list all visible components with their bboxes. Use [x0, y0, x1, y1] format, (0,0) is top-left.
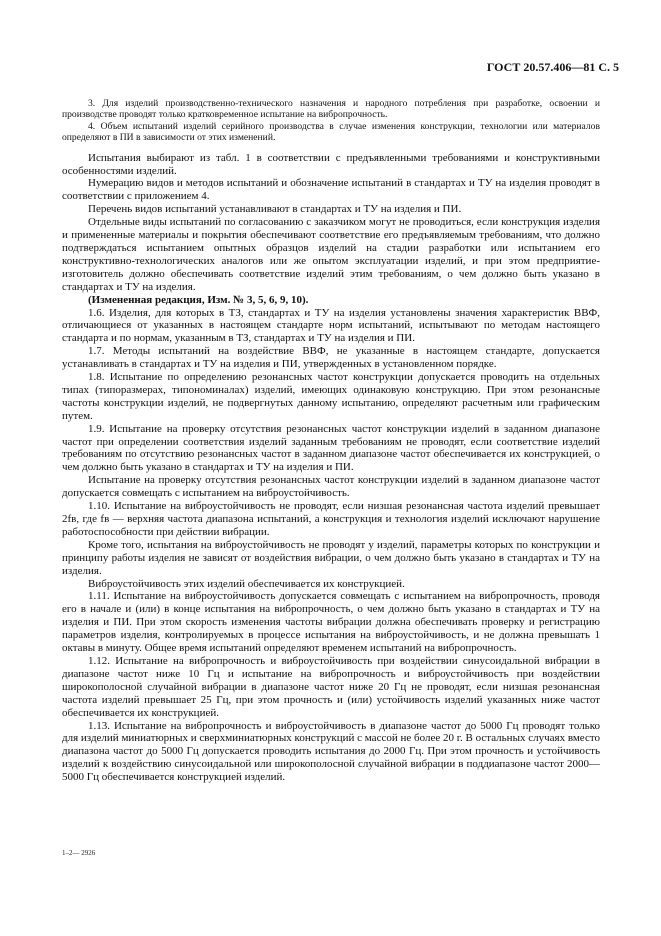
- clause-1-12: 1.12. Испытание на вибропрочность и виброустойчивость при воздействии синусоидальной вибрации в диапазоне частот ниже 10 Гц и испытание на вибропрочность и виброустойчивость при воздействии широкополосной случайной вибрации в диапазоне частот ниже 20 Гц не проводят, если низшая резонансная частота изделий превышает 25 Гц, при этом прочность и (или) устойчивость изделий указанных ниже частот обеспечивается их конструкцией.: [62, 654, 600, 719]
- body-paragraph: Испытания выбирают из табл. 1 в соответствии с предъявленными требованиями и конструктивными особенностями изделий.: [62, 151, 600, 177]
- body-paragraph: Кроме того, испытания на виброустойчивость не проводят у изделий, параметры которых по конструкции и принципу работы изделия не зависят от воздействия вибрации, о чем должно быть указано в стандартах и ТУ на изделия.: [62, 538, 600, 577]
- clause-1-9: 1.9. Испытание на проверку отсутствия резонансных частот конструкции изделий в заданном диапазоне частот при определении соответствия изделий заданным требованиям не проводят, если соответствие изделий требованиям по отсутствию резонансных частот в заданном диапазоне частот обеспечивается их конструкцией, о чем должно быть указано в стандартах и ТУ на изделия и ПИ.: [62, 422, 600, 474]
- body-paragraph: Нумерацию видов и методов испытаний и обозначение испытаний в стандартах и ТУ на изделия проводят в соответствии с приложением 4.: [62, 177, 600, 203]
- clause-1-10: 1.10. Испытание на виброустойчивость не проводят, если низшая резонансная частота изделий превышает 2fв, где fв — верхняя частота диапазона испытаний, а конструкция и технология изделий исключают нарушение работоспособности при действии вибрации.: [62, 500, 600, 538]
- clause-1-11: 1.11. Испытание на виброустойчивость допускается совмещать с испытанием на вибропрочность, проводя его в начале и (или) в конце испытания на вибропрочность, о чем должно быть указано в стандартах и ТУ на изделия и ПИ. При этом скорость изменения частоты вибрации должна обеспечивать проверку и регистрацию параметров изделия, контролируемых в процессе испытания на виброустойчивость, и не должна превышать 1 октавы в минуту. Общее время испытаний определяют временем испытаний на вибропрочность.: [62, 590, 600, 655]
- page-footer-mark: 1–2— 2926: [62, 849, 96, 857]
- page-content: [62, 98, 600, 784]
- clause-1-13: 1.13. Испытание на вибропрочность и виброустойчивость в диапазоне частот до 5000 Гц проводят только для изделий миниатюрных и сверхминиатюрных конструкций с массой не более 20 г. В остальных случаях вместо диапазона частот до 5000 Гц допускается проводить испытания до 2000 Гц. При этом прочность и устойчивость изделий к воздействию синусоидальной или широкополосной случайной вибрации в поддиапазоне частот 2000—5000 Гц обеспечивается конструкцией изделий.: [62, 719, 600, 784]
- body-paragraph: Перечень видов испытаний устанавливают в стандартах и ТУ на изделия и ПИ.: [88, 203, 462, 216]
- note-paragraph: 3. Для изделий производственно-технического назначения и народного потребления при разработке, освоении и производстве проводят только кратковременное испытание на вибропрочность.: [62, 98, 600, 121]
- amendment-note: (Измененная редакция, Изм. № 3, 5, 6, 9, 10).: [88, 293, 309, 306]
- clause-1-6: 1.6. Изделия, для которых в ТЗ, стандартах и ТУ на изделия установлены значения характеристик ВВФ, отличающиеся от указанных в настоящем стандарте норм испытаний, испытывают по методам настоящего стандарта и по нормам, указанным в ТЗ, стандартах и ТУ на изделия и ПИ.: [62, 306, 600, 345]
- body-paragraph: Испытание на проверку отсутствия резонансных частот конструкции изделий в заданном диапазоне частот допускается совмещать с испытанием на виброустойчивость.: [62, 474, 600, 500]
- clause-1-8: 1.8. Испытание по определению резонансных частот конструкции допускается проводить на отдельных типах (типоразмерах, типономиналах) изделий, имеющих одинаковую конструкцию. При этом резонансные частоты конструкции изделий, не подвергнутых данному испытанию, определяют расчетным или графическим путем.: [62, 371, 600, 422]
- note-paragraph: 4. Объем испытаний изделий серийного производства в случае изменения конструкции, технологии или материалов определяют в ПИ в зависимости от этих изменений.: [62, 120, 600, 144]
- body-paragraph: Отдельные виды испытаний по согласованию с заказчиком могут не проводиться, если конструкция изделия и примененные материалы и покрытия обеспечивают соответствие его предъявляемым требованиям, что должно подтверждаться испытанием опытных образцов изделий на стадии разработки или испытанием его конструктивно-технологических аналогов или же опытом эксплуатации изделий, и при этом предприятие-изготовитель должно обеспечивать соответствие изделий этим требованиям, о чем должно быть указано в стандартах и ТУ на изделия.: [62, 216, 600, 293]
- body-paragraph: Виброустойчивость этих изделий обеспечивается их конструкцией.: [88, 577, 405, 590]
- clause-1-7: 1.7. Методы испытаний на воздействие ВВФ, не указанные в настоящем стандарте, допускается устанавливать в стандартах и ТУ на изделия и ПИ, утвержденных в установленном порядке.: [62, 345, 600, 371]
- page-header: ГОСТ 20.57.406—81 С. 5: [486, 60, 619, 74]
